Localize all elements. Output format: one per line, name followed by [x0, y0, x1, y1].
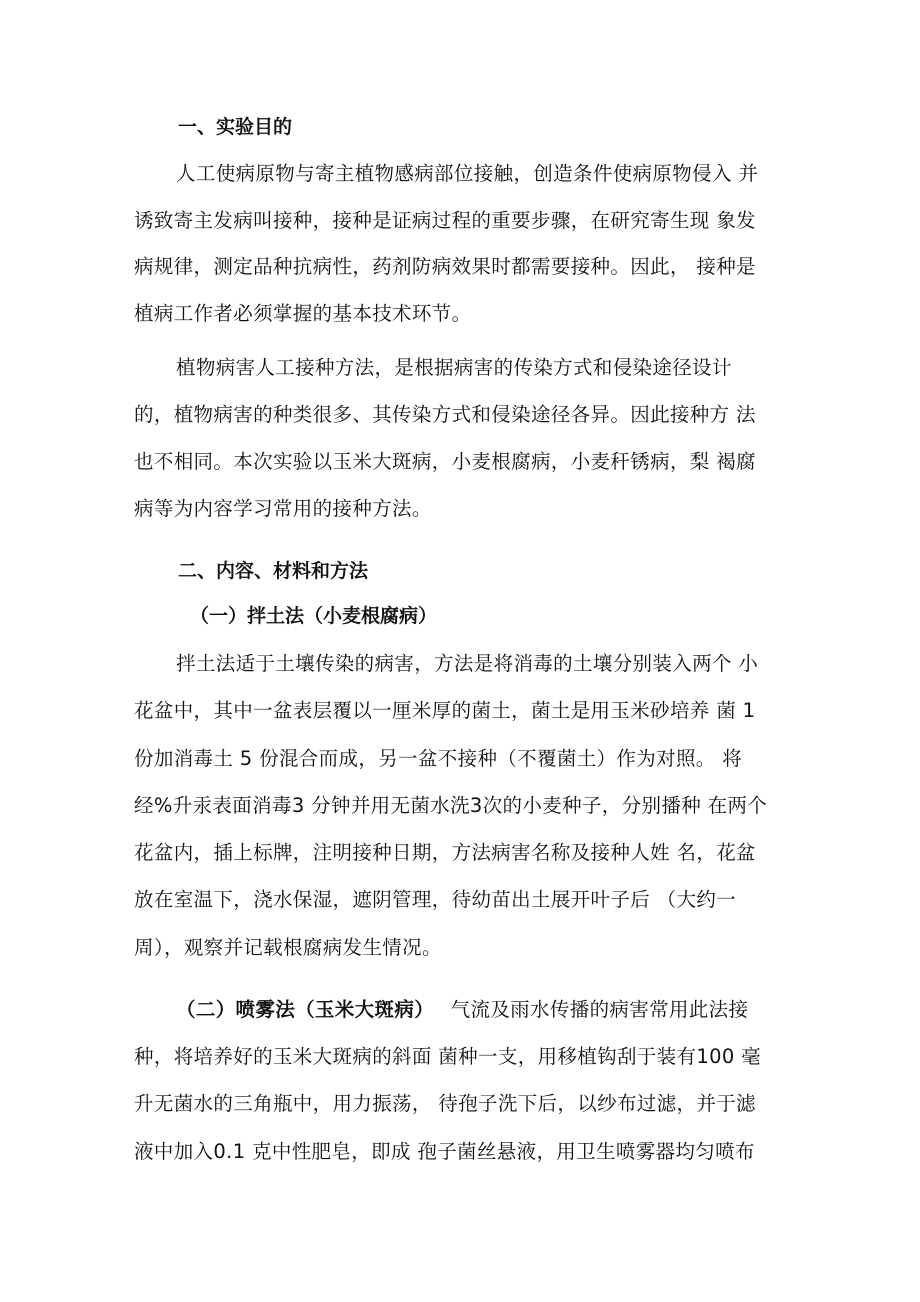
sub1-line1: 拌土法适于土壤传染的病害，方法是将消毒的土壤分别装入两个 小	[176, 652, 759, 675]
sub2-first-line-text: 气流及雨水传播的病害常用此法接	[450, 998, 749, 1021]
sub2-line4: 液中加入0.1 克中性肥皂，即成 孢子菌丝悬液，用卫生喷雾器均匀喷布	[134, 1140, 755, 1163]
sub1-line5: 花盆内，插上标牌，注明接种日期，方法病害名称及接种人姓 名，花盆	[134, 841, 756, 864]
sub1-line7: 周），观察并记载根腐病发生情况。	[134, 936, 442, 959]
sub1-line2: 花盆中，其中一盆表层覆以一厘米厚的菌土，菌土是用玉米砂培养 菌 1	[134, 699, 756, 722]
section1-para2-line3: 也不相同。本次实验以玉米大斑病，小麦根腐病，小麦秆锈病，梨 褐腐	[134, 450, 756, 473]
sub2-first-line	[176, 997, 748, 1023]
section1-para2-line4: 病等为内容学习常用的接种方法。	[134, 497, 432, 520]
sub1-line4: 经%升汞表面消毒3 分钟并用无菌水洗3次的小麦种子，分别播种 在两个	[134, 794, 768, 817]
section1-heading: 一、实验目的	[178, 116, 293, 138]
section1-para1-line4: 植病工作者必须掌握的基本技术环节。	[134, 302, 472, 325]
sub2-line3: 升无菌水的三角瓶中，用力振荡， 待孢子洗下后，以纱布过滤，并于滤	[134, 1092, 756, 1115]
section2-heading: 二、内容、材料和方法	[178, 560, 369, 582]
sub1-line6: 放在室温下，浇水保湿，遮阴管理，待幼苗出土展开叶子后 （大约一	[134, 888, 737, 911]
sub1-line3: 份加消毒土 5 份混合而成，另一盆不接种（不覆菌土）作为对照。 将	[134, 747, 743, 770]
section1-para1-line1: 人工使病原物与寄主植物感病部位接触，创造条件使病原物侵入 并	[176, 162, 759, 185]
sub2-heading: （二）喷雾法（玉米大斑病）	[176, 998, 435, 1021]
section1-para1-line3: 病规律，测定品种抗病性，药剂防病效果时都需要接种。因此， 接种是	[134, 255, 756, 278]
sub1-heading: （一）拌土法（小麦根腐病）	[190, 605, 438, 627]
section1-para2-line2: 的，植物病害的种类很多、其传染方式和侵染途径各异。因此接种方 法	[134, 403, 756, 426]
section1-para1-line2: 诱致寄主发病叫接种，接种是证病过程的重要步骤，在研究寄生现 象发	[134, 209, 756, 232]
section1-para2-line1: 植物病害人工接种方法，是根据病害的传染方式和侵染途径设计	[176, 356, 732, 379]
sub2-line2: 种，将培养好的玉米大斑病的斜面 菌种一支，用移植钩刮于装有100 毫	[134, 1045, 762, 1068]
